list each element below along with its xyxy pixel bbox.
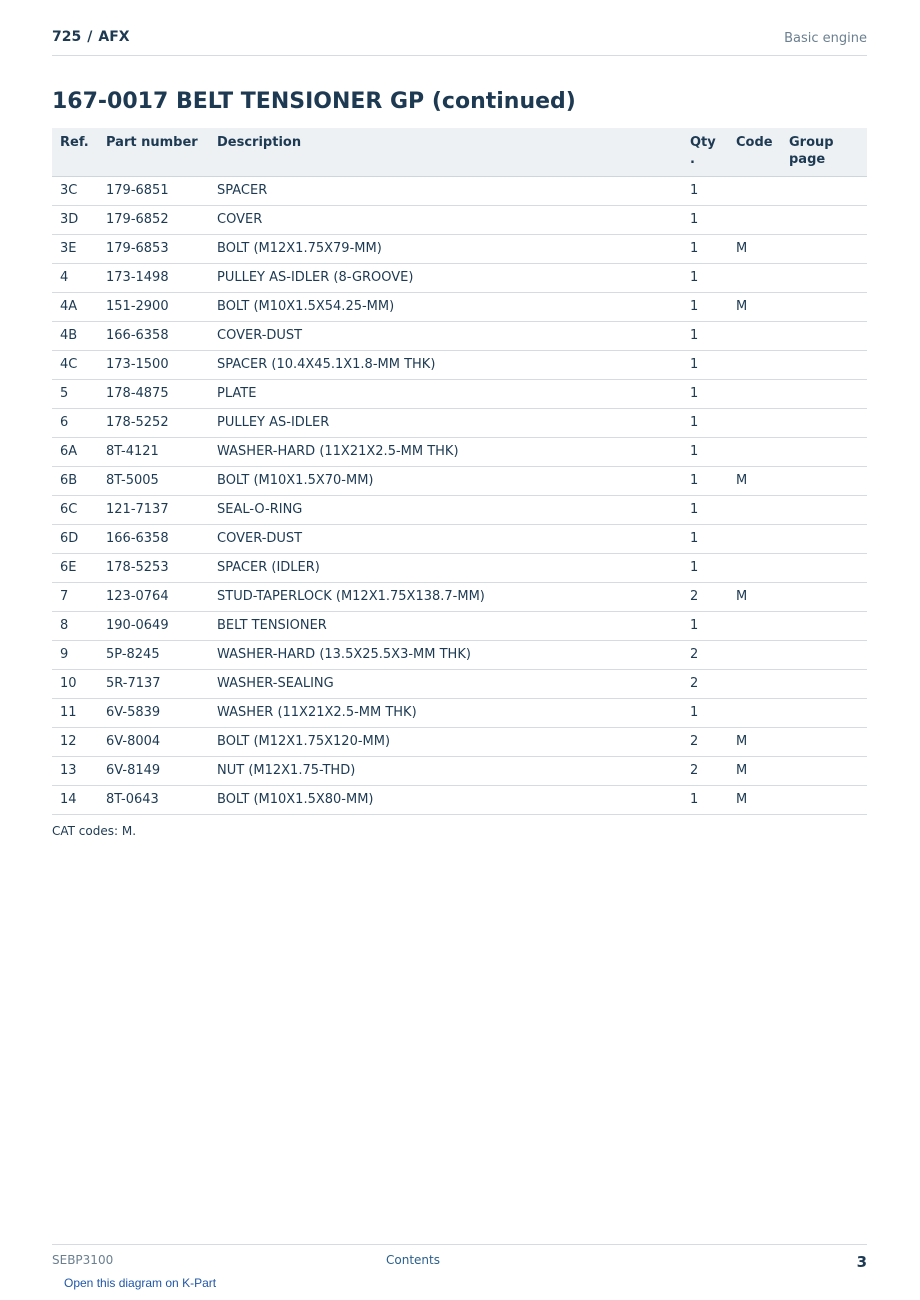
table-row xyxy=(52,524,867,553)
cell-ref: 6D xyxy=(52,524,98,553)
cell-group-page xyxy=(781,466,867,495)
table-row xyxy=(52,611,867,640)
contents-link[interactable]: Contents xyxy=(386,1253,440,1267)
table-row xyxy=(52,553,867,582)
cell-part-number: 179-6852 xyxy=(98,205,209,234)
cell-part-number: 123-0764 xyxy=(98,582,209,611)
cell-part-number: 173-1498 xyxy=(98,263,209,292)
cell-ref: 10 xyxy=(52,669,98,698)
cell-code xyxy=(728,350,781,379)
cell-description: SPACER (IDLER) xyxy=(209,553,682,582)
cell-group-page xyxy=(781,379,867,408)
cell-group-page xyxy=(781,408,867,437)
cell-qty: 1 xyxy=(682,553,728,582)
cell-qty: 1 xyxy=(682,234,728,263)
cell-part-number: 178-5253 xyxy=(98,553,209,582)
table-row xyxy=(52,408,867,437)
cell-description: STUD-TAPERLOCK (M12X1.75X138.7-MM) xyxy=(209,582,682,611)
cell-ref: 4A xyxy=(52,292,98,321)
cell-qty: 2 xyxy=(682,640,728,669)
cell-qty: 1 xyxy=(682,524,728,553)
cell-description: BOLT (M12X1.75X120-MM) xyxy=(209,727,682,756)
cell-qty: 1 xyxy=(682,292,728,321)
serial-prefix: AFX xyxy=(98,29,130,45)
cell-qty: 1 xyxy=(682,321,728,350)
table-row xyxy=(52,785,867,814)
cell-description: SPACER xyxy=(209,176,682,205)
cell-qty: 1 xyxy=(682,495,728,524)
cell-ref: 4 xyxy=(52,263,98,292)
cell-group-page xyxy=(781,640,867,669)
cell-part-number: 5R-7137 xyxy=(98,669,209,698)
table-row xyxy=(52,727,867,756)
cell-qty: 1 xyxy=(682,379,728,408)
cell-part-number: 179-6851 xyxy=(98,176,209,205)
cell-group-page xyxy=(781,727,867,756)
cell-ref: 12 xyxy=(52,727,98,756)
cell-code xyxy=(728,408,781,437)
title-main: 167-0017 BELT TENSIONER GP xyxy=(52,89,425,114)
table-row xyxy=(52,756,867,785)
col-header-qty: Qty . xyxy=(682,128,728,176)
cell-ref: 3D xyxy=(52,205,98,234)
section-name: Basic engine xyxy=(784,31,867,46)
header-separator: / xyxy=(87,29,93,45)
cell-part-number: 8T-0643 xyxy=(98,785,209,814)
cell-description: SPACER (10.4X45.1X1.8-MM THK) xyxy=(209,350,682,379)
cell-code xyxy=(728,553,781,582)
cell-part-number: 5P-8245 xyxy=(98,640,209,669)
cat-codes-note: CAT codes: M. xyxy=(52,824,137,838)
cell-group-page xyxy=(781,495,867,524)
cell-ref: 9 xyxy=(52,640,98,669)
header-model xyxy=(52,29,130,45)
cell-qty: 2 xyxy=(682,756,728,785)
cell-group-page xyxy=(781,437,867,466)
model-number: 725 xyxy=(52,29,82,45)
cell-ref: 14 xyxy=(52,785,98,814)
cell-description: BOLT (M10X1.5X54.25-MM) xyxy=(209,292,682,321)
cell-description: WASHER (11X21X2.5-MM THK) xyxy=(209,698,682,727)
table-row xyxy=(52,205,867,234)
cell-part-number: 179-6853 xyxy=(98,234,209,263)
cell-ref: 4B xyxy=(52,321,98,350)
cell-part-number: 6V-8004 xyxy=(98,727,209,756)
cell-qty: 1 xyxy=(682,263,728,292)
parts-table xyxy=(52,128,867,815)
table-row xyxy=(52,292,867,321)
cell-part-number: 166-6358 xyxy=(98,321,209,350)
table-row xyxy=(52,466,867,495)
cell-ref: 3E xyxy=(52,234,98,263)
cell-code xyxy=(728,698,781,727)
cell-part-number: 6V-8149 xyxy=(98,756,209,785)
title-suffix: (continued) xyxy=(431,89,576,114)
cell-part-number: 190-0649 xyxy=(98,611,209,640)
cell-description: WASHER-HARD (13.5X25.5X3-MM THK) xyxy=(209,640,682,669)
cell-ref: 5 xyxy=(52,379,98,408)
page-title xyxy=(52,89,576,114)
cell-code: M xyxy=(728,785,781,814)
page-number: 3 xyxy=(856,1253,867,1271)
cell-qty: 2 xyxy=(682,669,728,698)
cell-group-page xyxy=(781,611,867,640)
cell-qty: 1 xyxy=(682,611,728,640)
cell-code xyxy=(728,379,781,408)
cell-code: M xyxy=(728,582,781,611)
cell-group-page xyxy=(781,582,867,611)
table-row xyxy=(52,640,867,669)
cell-group-page xyxy=(781,321,867,350)
cell-group-page xyxy=(781,785,867,814)
cell-description: SEAL-O-RING xyxy=(209,495,682,524)
table-row xyxy=(52,379,867,408)
cell-part-number: 8T-5005 xyxy=(98,466,209,495)
cell-code xyxy=(728,205,781,234)
cell-qty: 1 xyxy=(682,698,728,727)
cell-part-number: 151-2900 xyxy=(98,292,209,321)
cell-code xyxy=(728,611,781,640)
page-footer xyxy=(52,1244,867,1274)
cell-group-page xyxy=(781,350,867,379)
cell-code xyxy=(728,321,781,350)
table-row xyxy=(52,669,867,698)
cell-ref: 6A xyxy=(52,437,98,466)
cell-code: M xyxy=(728,727,781,756)
cell-ref: 4C xyxy=(52,350,98,379)
cell-code xyxy=(728,524,781,553)
cell-ref: 6 xyxy=(52,408,98,437)
table-row xyxy=(52,321,867,350)
table-row xyxy=(52,350,867,379)
cell-qty: 1 xyxy=(682,466,728,495)
table-row xyxy=(52,582,867,611)
cell-ref: 6B xyxy=(52,466,98,495)
document-id: SEBP3100 xyxy=(52,1253,114,1267)
table-header-row xyxy=(52,128,867,176)
cell-qty: 1 xyxy=(682,350,728,379)
cell-group-page xyxy=(781,292,867,321)
cell-part-number: 8T-4121 xyxy=(98,437,209,466)
cell-part-number: 173-1500 xyxy=(98,350,209,379)
cell-code: M xyxy=(728,756,781,785)
cell-code: M xyxy=(728,466,781,495)
cell-part-number: 178-4875 xyxy=(98,379,209,408)
cell-description: COVER-DUST xyxy=(209,524,682,553)
col-header-code: Code xyxy=(728,128,781,176)
cell-group-page xyxy=(781,756,867,785)
col-header-group-page: Group page xyxy=(781,128,867,176)
cell-ref: 3C xyxy=(52,176,98,205)
cell-description: BOLT (M12X1.75X79-MM) xyxy=(209,234,682,263)
cell-qty: 1 xyxy=(682,205,728,234)
table-body xyxy=(52,176,867,814)
cell-ref: 6C xyxy=(52,495,98,524)
cell-ref: 11 xyxy=(52,698,98,727)
table-row xyxy=(52,698,867,727)
cell-group-page xyxy=(781,524,867,553)
cell-group-page xyxy=(781,669,867,698)
cell-group-page xyxy=(781,234,867,263)
cell-qty: 2 xyxy=(682,727,728,756)
kpart-diagram-link[interactable]: Open this diagram on K-Part xyxy=(64,1276,217,1290)
cell-group-page xyxy=(781,698,867,727)
cell-code xyxy=(728,640,781,669)
cell-part-number: 6V-5839 xyxy=(98,698,209,727)
col-header-description: Description xyxy=(209,128,682,176)
cell-code: M xyxy=(728,292,781,321)
cell-description: BOLT (M10X1.5X80-MM) xyxy=(209,785,682,814)
cell-description: WASHER-HARD (11X21X2.5-MM THK) xyxy=(209,437,682,466)
table-row xyxy=(52,176,867,205)
cell-code: M xyxy=(728,234,781,263)
cell-qty: 1 xyxy=(682,408,728,437)
table-row xyxy=(52,234,867,263)
cell-ref: 6E xyxy=(52,553,98,582)
cell-group-page xyxy=(781,205,867,234)
cell-description: COVER-DUST xyxy=(209,321,682,350)
table-row xyxy=(52,437,867,466)
table-row xyxy=(52,263,867,292)
cell-qty: 1 xyxy=(682,176,728,205)
page-header xyxy=(52,28,867,56)
cell-code xyxy=(728,669,781,698)
cell-description: PLATE xyxy=(209,379,682,408)
cell-code xyxy=(728,495,781,524)
cell-description: COVER xyxy=(209,205,682,234)
cell-part-number: 166-6358 xyxy=(98,524,209,553)
cell-ref: 13 xyxy=(52,756,98,785)
table-row xyxy=(52,495,867,524)
cell-qty: 2 xyxy=(682,582,728,611)
cell-description: PULLEY AS-IDLER xyxy=(209,408,682,437)
cell-description: BELT TENSIONER xyxy=(209,611,682,640)
cell-code xyxy=(728,176,781,205)
cell-code xyxy=(728,263,781,292)
cell-part-number: 121-7137 xyxy=(98,495,209,524)
col-header-part-number: Part number xyxy=(98,128,209,176)
cell-group-page xyxy=(781,553,867,582)
cell-description: BOLT (M10X1.5X70-MM) xyxy=(209,466,682,495)
cell-qty: 1 xyxy=(682,437,728,466)
cell-ref: 8 xyxy=(52,611,98,640)
cell-code xyxy=(728,437,781,466)
cell-part-number: 178-5252 xyxy=(98,408,209,437)
cell-ref: 7 xyxy=(52,582,98,611)
cell-group-page xyxy=(781,263,867,292)
cell-description: WASHER-SEALING xyxy=(209,669,682,698)
cell-description: NUT (M12X1.75-THD) xyxy=(209,756,682,785)
cell-group-page xyxy=(781,176,867,205)
cell-qty: 1 xyxy=(682,785,728,814)
col-header-ref: Ref. xyxy=(52,128,98,176)
cell-description: PULLEY AS-IDLER (8-GROOVE) xyxy=(209,263,682,292)
